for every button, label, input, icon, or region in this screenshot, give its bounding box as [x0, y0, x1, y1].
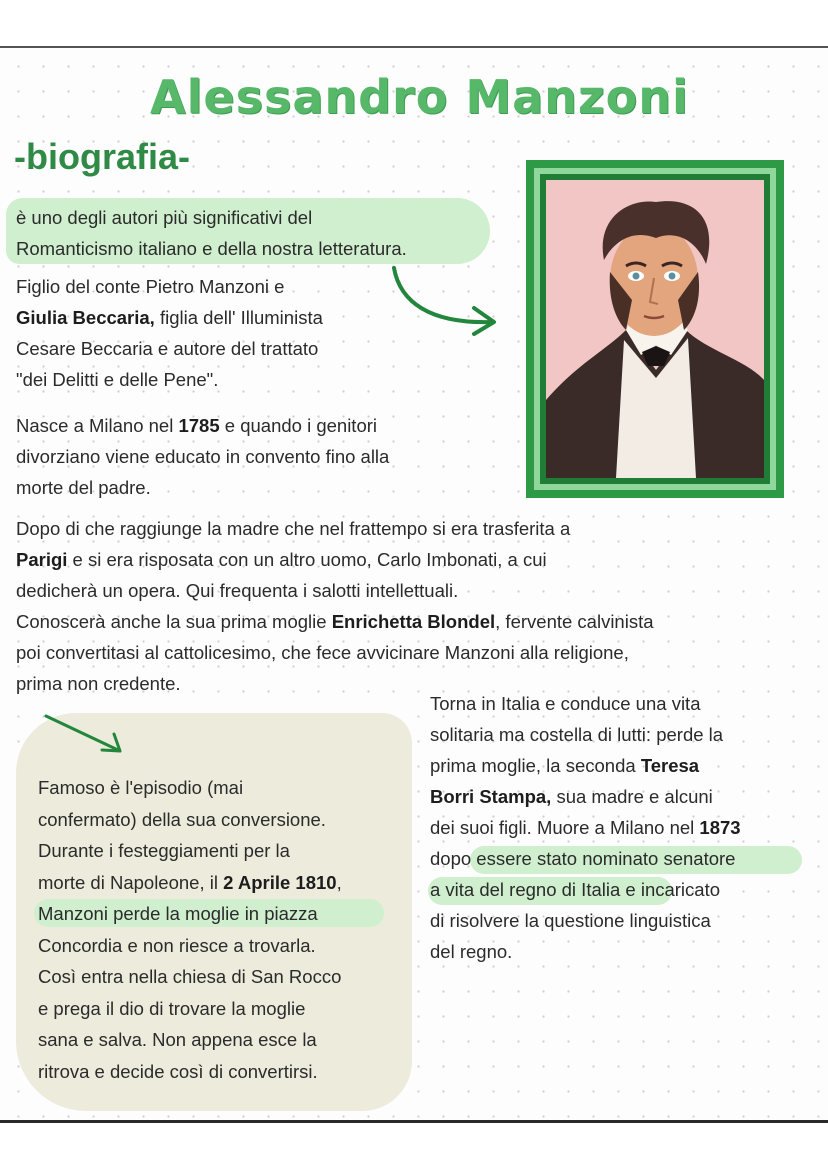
birth-year: 1785 [178, 415, 220, 436]
conversion-date: 2 Aprile 1810 [223, 871, 337, 893]
conversion-line-4a: morte di Napoleone, il [38, 871, 224, 893]
paris-wife-name: Enrichetta Blondel [331, 611, 496, 632]
intro-line-2: Romanticismo italiano e della nostra letteratura. [16, 238, 407, 259]
italy-line-7a: a vita del regno di Italia [430, 879, 621, 900]
conversion-line-3: Durante i festeggiamenti per la [38, 840, 290, 861]
paris-line-4a: Conoscerà anche la sua prima moglie [16, 611, 332, 632]
italy-line-2: solitaria ma costella di lutti: perde la [430, 724, 724, 745]
parents-line-2: figlia dell' Illuminista [154, 307, 323, 328]
intro-text [16, 202, 407, 264]
birth-line-1a: Nasce a Milano nel [16, 415, 179, 436]
italy-line-5a: dei suoi figli. Muore a Milano nel [430, 817, 700, 838]
conversion-line-7: Così entra nella chiesa di San Rocco [38, 966, 342, 987]
conversion-text [38, 772, 342, 1087]
paris-text [16, 513, 654, 699]
parents-mother-name: Giulia Beccaria, [16, 307, 155, 328]
conversion-line-9: sana e salva. Non appena esce la [38, 1029, 317, 1050]
paris-line-3: dedicherà un opera. Qui frequenta i salotti intellettuali. [16, 580, 459, 601]
italy-line-4: sua madre e alcuni [551, 786, 713, 807]
parents-line-3: Cesare Beccaria e autore del trattato [16, 338, 319, 359]
birth-text [16, 410, 389, 503]
conversion-line-10: ritrova e decide così di convertirsi. [38, 1060, 318, 1082]
conversion-line-4b: , [336, 871, 342, 893]
arrow-icon [40, 708, 130, 758]
italy-line-1: Torna in Italia e conduce una vita [430, 693, 701, 714]
death-year: 1873 [699, 817, 741, 838]
bottom-border [0, 1120, 828, 1123]
conversion-line-8: e prega il dio di trovare la moglie [38, 997, 306, 1019]
curved-arrow-icon [380, 262, 510, 342]
conversion-line-6: Concordia e non riesce a trovarla. [38, 934, 316, 956]
parents-text [16, 271, 323, 395]
conversion-line-5: Manzoni perde la moglie in piazza [38, 903, 318, 924]
paris-line-6: prima non credente. [16, 673, 181, 694]
birth-line-1b: e quando i genitori [219, 415, 378, 436]
parents-line-1: Figlio del conte Pietro Manzoni e [16, 276, 285, 297]
italy-second-wife-first: Teresa [640, 755, 700, 776]
conversion-line-2: confermato) della sua conversione. [38, 808, 326, 830]
italy-line-3a: prima moglie, la seconda [430, 755, 641, 776]
paris-line-2: e si era risposata con un altro uomo, Carlo Imbonati, a cui [67, 549, 547, 570]
italy-text [430, 688, 741, 967]
portrait-frame [526, 160, 784, 498]
birth-line-2: divorziano viene educato in convento fino alla [16, 446, 390, 467]
parents-line-4: "dei Delitti e delle Pene". [16, 369, 219, 390]
conversion-line-1: Famoso è l'episodio (mai [38, 777, 244, 798]
italy-line-7b: e incaricato [620, 879, 721, 900]
paris-line-5: poi convertitasi al cattolicesimo, che fece avvicinare Manzoni alla religione, [16, 642, 629, 663]
birth-line-3: morte del padre. [16, 477, 151, 498]
paris-line-4b: , fervente calvinista [495, 611, 654, 632]
italy-line-6: dopo essere stato nominato senatore [430, 848, 736, 869]
paris-city: Parigi [16, 549, 68, 570]
portrait-image [546, 180, 764, 478]
italy-second-wife-last: Borri Stampa, [430, 786, 552, 807]
intro-line-1: è uno degli autori più significativi del [16, 207, 313, 228]
italy-line-8: di risolvere la questione linguistica [430, 910, 711, 931]
page-title: Alessandro Manzoni [150, 70, 689, 124]
italy-line-9: del regno. [430, 941, 513, 962]
paris-line-1: Dopo di che raggiunge la madre che nel frattempo si era trasferita a [16, 518, 571, 539]
page-subtitle: -biografia- [14, 136, 190, 177]
